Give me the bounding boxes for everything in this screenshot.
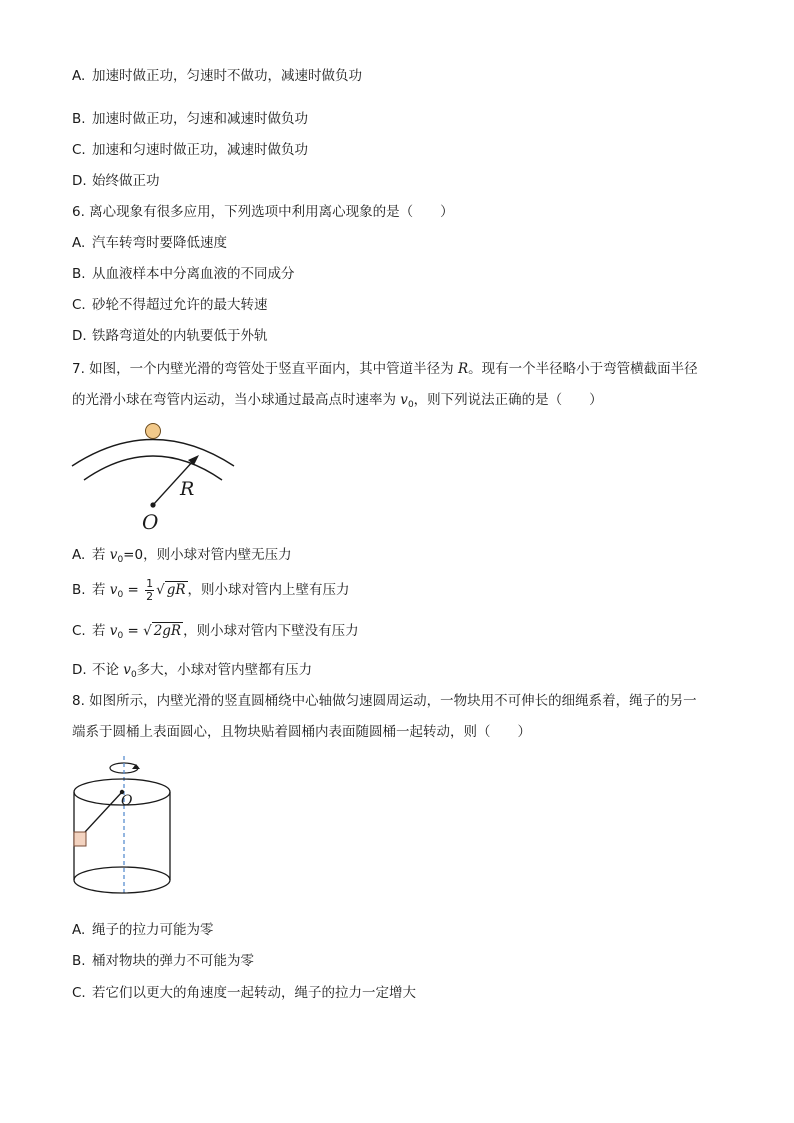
sqrt-gr: √ gR: [156, 582, 186, 598]
pipe-inner-arc: [84, 456, 222, 480]
q8-option-a: A. 绳子的拉力可能为零: [72, 922, 214, 938]
q5-option-a: A. 加速时做正功，匀速时不做功，减速时做负功: [72, 68, 362, 84]
q8-stem-line2: 端系于圆桶上表面圆心，且物块贴着圆桶内表面随圆桶一起转动，则（ ）: [72, 724, 531, 740]
q7-stem-line2: 的光滑小球在弯管内运动，当小球通过最高点时速率为 $v_0$，则下列说法正确的是（ ）: [72, 392, 603, 410]
q6-option-d: D. 铁路弯道处的内轨要低于外轨: [72, 328, 268, 344]
pipe-outer-arc: [72, 440, 234, 467]
q8-stem-line1: 8. 如图所示，内壁光滑的竖直圆桶绕中心轴做匀速圆周运动，一物块用不可伸长的细绳系着，绳子的另一: [72, 693, 697, 709]
q5-option-b: B. 加速时做正功，匀速和减速时做负功: [72, 111, 308, 127]
fraction-one-half: $\frac{1}{2}$: [146, 576, 154, 603]
label-o-cylinder: O: [121, 793, 133, 809]
block: [74, 832, 86, 846]
center-dot: [150, 502, 155, 507]
q7-option-d: D. 不论 $v_0$多大，小球对管内壁都有压力: [72, 662, 313, 680]
q5-option-d: D. 始终做正功: [72, 173, 160, 189]
q7-option-b: B. 若 $v_0$ = $\frac{1}{2}$ √ gR ，则小球对管内上壁有压力: [72, 576, 350, 603]
q6-stem: 6. 离心现象有很多应用，下列选项中利用离心现象的是（ ）: [72, 204, 454, 220]
q6-option-c: C. 砂轮不得超过允许的最大转速: [72, 297, 268, 313]
q7-option-a: A. 若 $v_0=0$，则小球对管内壁无压力: [72, 547, 292, 565]
label-r: R: [180, 478, 195, 500]
q5-option-c: C. 加速和匀速时做正功，减速时做负功: [72, 142, 308, 158]
q7-stem-line1: 7. 如图，一个内壁光滑的弯管处于竖直平面内，其中管道半径为 R。现有一个半径略小于弯管横截面半径: [72, 361, 698, 377]
q6-option-b: B. 从血液样本中分离血液的不同成分: [72, 266, 295, 282]
sqrt-2gr: √ 2gR: [143, 623, 182, 639]
q8-cylinder-figure: [68, 756, 180, 896]
ball: [146, 424, 161, 439]
cylinder-bottom: [74, 867, 170, 893]
label-o: O: [142, 510, 159, 534]
string: [85, 792, 122, 832]
q8-option-b: B. 桶对物块的弹力不可能为零: [72, 953, 254, 969]
q8-option-c: C. 若它们以更大的角速度一起转动，绳子的拉力一定增大: [72, 985, 416, 1001]
q6-option-a: A. 汽车转弯时要降低速度: [72, 235, 227, 251]
q7-option-c: C. 若 $v_0$ = √ 2gR ，则小球对管内下壁没有压力: [72, 623, 359, 641]
